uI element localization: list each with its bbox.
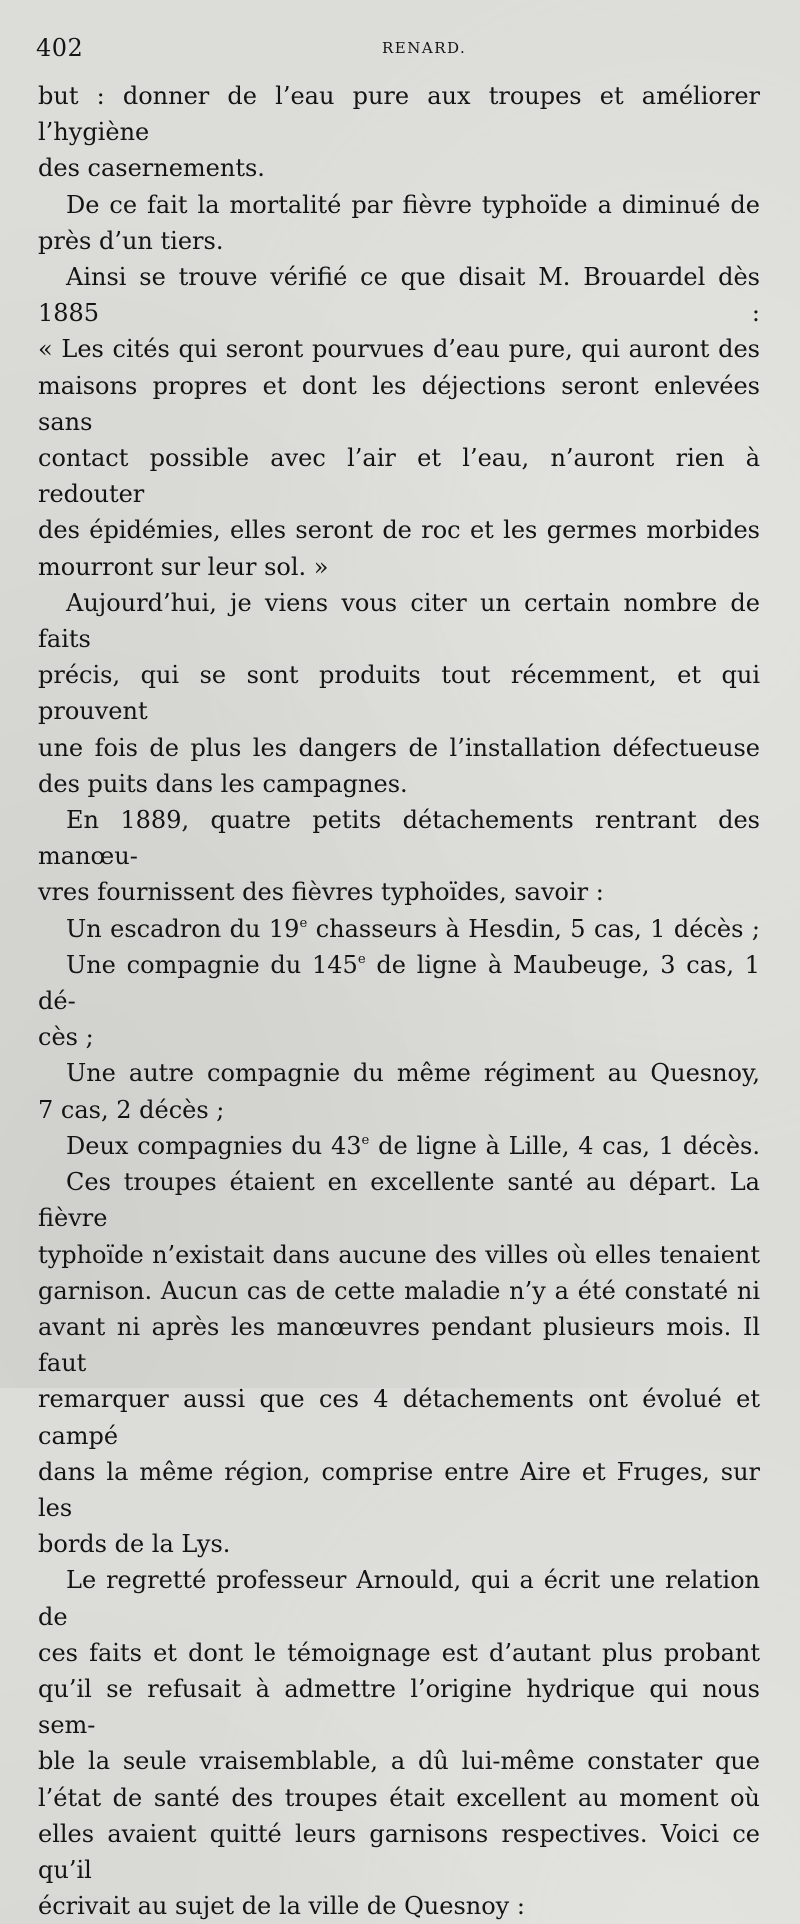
text-line: précis, qui se sont produits tout récemment, et qui prouvent <box>38 661 760 726</box>
text-line: près d’un tiers. <box>38 226 224 255</box>
text-line: bords de la Lys. <box>38 1530 231 1559</box>
text-line: En 1889, quatre petits détachements rentrant des manœu- <box>38 806 760 871</box>
body-text <box>38 78 760 1924</box>
text-line: Ainsi se trouve vérifié ce que disait M. Brouardel dès 1885 : <box>38 263 760 328</box>
text-line: des épidémies, elles seront de roc et les germes morbides <box>38 516 760 545</box>
text-line: elles avaient quitté leurs garnisons respectives. Voici ce qu’il <box>38 1819 760 1884</box>
list-item: Une autre compagnie du même régiment au Quesnoy, <box>66 1059 760 1088</box>
text-line: Aujourd’hui, je viens vous citer un certain nombre de faits <box>38 588 760 654</box>
text-line: 7 cas, 2 décès ; <box>38 1095 225 1124</box>
text-line: cès ; <box>38 1023 94 1052</box>
list-item: Un escadron du 19e chasseurs à Hesdin, 5 cas, 1 décès ; <box>66 914 760 943</box>
text-line: des puits dans les campagnes. <box>38 769 408 798</box>
page-header <box>30 34 770 68</box>
text-line: des casernements. <box>38 154 265 183</box>
text-line: Le regretté professeur Arnould, qui a écrit une relation de <box>38 1566 760 1631</box>
text-line: écrivait au sujet de la ville de Quesnoy : <box>38 1892 525 1921</box>
text-line: garnison. Aucun cas de cette maladie n’y a été constaté ni <box>38 1276 760 1305</box>
page-number: 402 <box>36 34 84 62</box>
text-line: dans la même région, comprise entre Aire et Fruges, sur les <box>38 1457 760 1522</box>
text-line: avant ni après les manœuvres pendant plusieurs mois. Il faut <box>38 1312 760 1378</box>
text-line: ces faits et dont le témoignage est d’autant plus probant <box>38 1638 760 1667</box>
text-line: typhoïde n’existait dans aucune des villes où elles tenaient <box>38 1240 760 1269</box>
running-head: RENARD. <box>382 39 467 57</box>
text-line: qu’il se refusait à admettre l’origine hydrique qui nous sem- <box>38 1674 760 1740</box>
text-line: mourront sur leur sol. » <box>38 552 329 581</box>
text-line: maisons propres et dont les déjections seront enlevées sans <box>38 371 760 436</box>
text-line: remarquer aussi que ces 4 détachements ont évolué et campé <box>38 1385 760 1450</box>
text-line: une fois de plus les dangers de l’installation défectueuse <box>38 733 760 762</box>
list-item: Une compagnie du 145e de ligne à Maubeuge, 3 cas, 1 dé- <box>38 950 761 1016</box>
text-line: « Les cités qui seront pourvues d’eau pure, qui auront des <box>38 335 760 364</box>
text-line: De ce fait la mortalité par fièvre typhoïde a diminué de <box>66 190 760 219</box>
text-line: vres fournissent des fièvres typhoïdes, savoir : <box>38 878 604 907</box>
list-item: Deux compagnies du 43e de ligne à Lille, 4 cas, 1 décès. <box>66 1131 760 1160</box>
text-line: contact possible avec l’air et l’eau, n’auront rien à redouter <box>38 444 760 509</box>
text-line: but : donner de l’eau pure aux troupes et améliorer l’hygiène <box>38 82 760 147</box>
text-line: ble la seule vraisemblable, a dû lui-même constater que <box>38 1747 760 1776</box>
text-line: l’état de santé des troupes était excellent au moment où <box>38 1783 760 1812</box>
text-line: Ces troupes étaient en excellente santé au départ. La fièvre <box>38 1168 760 1233</box>
